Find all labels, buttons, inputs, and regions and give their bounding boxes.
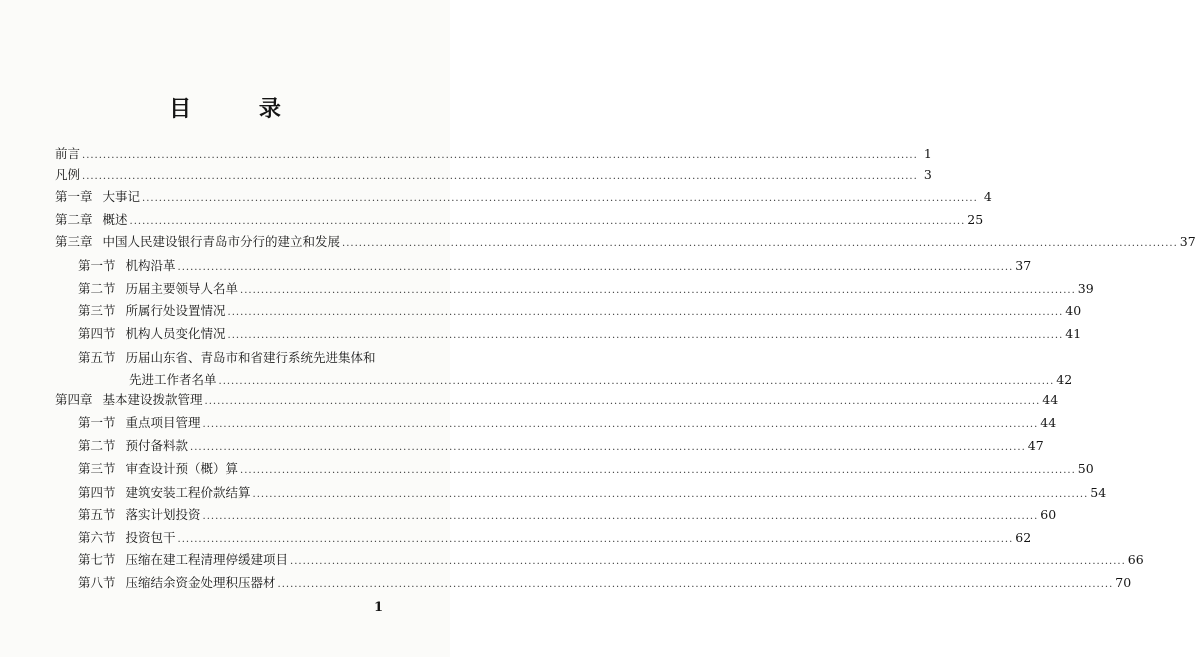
toc-leader-dots: ........................................................................................................................................................................................................ xyxy=(204,396,1041,407)
toc-entry-label: 凡例 xyxy=(55,167,81,182)
toc-leader-dots: ........................................................................................................................................................................................................ xyxy=(202,511,1039,522)
toc-entry-number: 第三章 xyxy=(55,234,93,249)
toc-entry-label: 压缩结余资金处理积压器材 xyxy=(125,575,276,590)
toc-entry-label: 建筑安装工程价款结算 xyxy=(125,485,251,500)
toc-entry-section[interactable] xyxy=(78,461,1094,479)
toc-entry-conventions[interactable] xyxy=(55,167,932,185)
toc-entry-page: 1 xyxy=(923,146,932,161)
toc-entry-chapter-2[interactable] xyxy=(55,212,984,230)
toc-entry-chapter-4[interactable] xyxy=(55,392,1059,410)
toc-entry-section[interactable] xyxy=(78,258,1032,276)
toc-entry-number: 第七节 xyxy=(78,552,116,567)
toc-entry-preface[interactable] xyxy=(55,146,932,164)
toc-entry-section[interactable] xyxy=(78,281,1094,299)
toc-entry-page: 41 xyxy=(1065,326,1082,341)
toc-entry-page: 4 xyxy=(983,189,992,204)
toc-entry-label: 历届主要领导人名单 xyxy=(125,281,239,296)
toc-entry-label: 前言 xyxy=(55,146,81,161)
toc-leader-dots: ........................................................................................................................................................................................................ xyxy=(177,262,1014,273)
toc-entry-label: 机构沿革 xyxy=(125,258,176,273)
toc-entry-section[interactable] xyxy=(78,303,1082,321)
toc-entry-label: 预付备料款 xyxy=(125,438,189,453)
toc-entry-page: 42 xyxy=(1056,372,1073,387)
toc-entry-label: 投资包干 xyxy=(125,530,176,545)
toc-entry-section[interactable] xyxy=(78,507,1057,525)
toc-entry-section[interactable] xyxy=(78,326,1082,344)
toc-leader-dots: ........................................................................................................................................................................................................ xyxy=(290,556,1126,567)
toc-leader-dots: ........................................................................................................................................................................................................ xyxy=(82,171,918,182)
toc-leader-dots: ........................................................................................................................................................................................................ xyxy=(227,330,1064,341)
toc-entry-chapter-3[interactable] xyxy=(55,234,1196,252)
toc-entry-chapter-1[interactable] xyxy=(55,189,992,207)
toc-leader-dots: ........................................................................................................................................................................................................ xyxy=(227,307,1064,318)
toc-entry-label: 压缩在建工程清理停缓建项目 xyxy=(125,552,289,567)
toc-entry-section[interactable] xyxy=(78,415,1057,433)
toc-leader-dots: ........................................................................................................................................................................................................ xyxy=(202,419,1039,430)
toc-leader-dots: ........................................................................................................................................................................................................ xyxy=(277,579,1114,590)
toc-entry-section[interactable] xyxy=(78,350,412,366)
toc-entry-number: 第六节 xyxy=(78,530,116,545)
toc-leader-dots: ........................................................................................................................................................................................................ xyxy=(240,285,1076,296)
toc-leader-dots: ........................................................................................................................................................................................................ xyxy=(129,216,966,227)
toc-entry-number: 第一节 xyxy=(78,415,116,430)
toc-entry-label: 基本建设拨款管理 xyxy=(102,392,203,407)
toc-entry-number: 第八节 xyxy=(78,575,116,590)
toc-entry-number: 第二节 xyxy=(78,281,116,296)
toc-entry-label: 中国人民建设银行青岛市分行的建立和发展 xyxy=(102,234,341,249)
toc-entry-page: 37 xyxy=(1015,258,1032,273)
toc-entry-page: 44 xyxy=(1040,415,1057,430)
page-number: 1 xyxy=(374,600,384,615)
toc-entry-page: 44 xyxy=(1042,392,1059,407)
toc-entry-page: 40 xyxy=(1065,303,1082,318)
toc-entry-number: 第二章 xyxy=(55,212,93,227)
toc-leader-dots: ........................................................................................................................................................................................................ xyxy=(82,150,918,161)
toc-entry-label: 审查设计预（概）算 xyxy=(125,461,239,476)
toc-leader-dots: ........................................................................................................................................................................................................ xyxy=(342,238,1178,249)
toc-entry-number: 第二节 xyxy=(78,438,116,453)
toc-entry-page: 47 xyxy=(1027,438,1044,453)
toc-entry-section[interactable] xyxy=(78,530,1032,548)
toc-entry-number: 第五节 xyxy=(78,507,116,522)
toc-entry-page: 39 xyxy=(1077,281,1094,296)
toc-entry-label: 概述 xyxy=(102,212,128,227)
toc-entry-page: 37 xyxy=(1179,234,1196,249)
toc-entry-page: 70 xyxy=(1115,575,1132,590)
toc-entry-page: 25 xyxy=(967,212,984,227)
toc-entry-number: 第四节 xyxy=(78,326,116,341)
toc-entry-number: 第三节 xyxy=(78,303,116,318)
toc-entry-page: 60 xyxy=(1040,507,1057,522)
toc-entry-number: 第四章 xyxy=(55,392,93,407)
toc-entry-page: 54 xyxy=(1090,485,1107,500)
toc-entry-page: 3 xyxy=(923,167,932,182)
toc-entry-section[interactable] xyxy=(78,552,1144,570)
toc-entry-label: 重点项目管理 xyxy=(125,415,201,430)
toc-entry-number: 第五节 xyxy=(78,350,116,365)
toc-entry-number: 第三节 xyxy=(78,461,116,476)
toc-entry-continuation[interactable] xyxy=(129,372,1073,390)
toc-entry-label: 历届山东省、青岛市和省建行系统先进集体和 xyxy=(125,350,376,365)
toc-entry-number: 第一节 xyxy=(78,258,116,273)
toc-leader-dots: ........................................................................................................................................................................................................ xyxy=(190,442,1026,453)
toc-entry-page: 66 xyxy=(1127,552,1144,567)
toc-entry-label: 先进工作者名单 xyxy=(129,372,217,387)
toc-leader-dots: ........................................................................................................................................................................................................ xyxy=(218,376,1055,387)
toc-entry-section[interactable] xyxy=(78,575,1132,593)
toc-entry-page: 50 xyxy=(1077,461,1094,476)
toc-entry-label: 机构人员变化情况 xyxy=(125,326,226,341)
toc-entry-label: 落实计划投资 xyxy=(125,507,201,522)
page-title: 目 录 xyxy=(169,96,311,122)
toc-entry-label: 所属行处设置情况 xyxy=(125,303,226,318)
toc-entry-number: 第四节 xyxy=(78,485,116,500)
toc-leader-dots: ........................................................................................................................................................................................................ xyxy=(142,193,978,204)
toc-entry-section[interactable] xyxy=(78,485,1107,503)
toc-leader-dots: ........................................................................................................................................................................................................ xyxy=(252,489,1089,500)
toc-entry-number: 第一章 xyxy=(55,189,93,204)
toc-entry-section[interactable] xyxy=(78,438,1044,456)
toc-leader-dots: ........................................................................................................................................................................................................ xyxy=(177,534,1014,545)
toc-leader-dots: ........................................................................................................................................................................................................ xyxy=(240,465,1076,476)
toc-entry-label: 大事记 xyxy=(102,189,141,204)
toc-entry-page: 62 xyxy=(1015,530,1032,545)
